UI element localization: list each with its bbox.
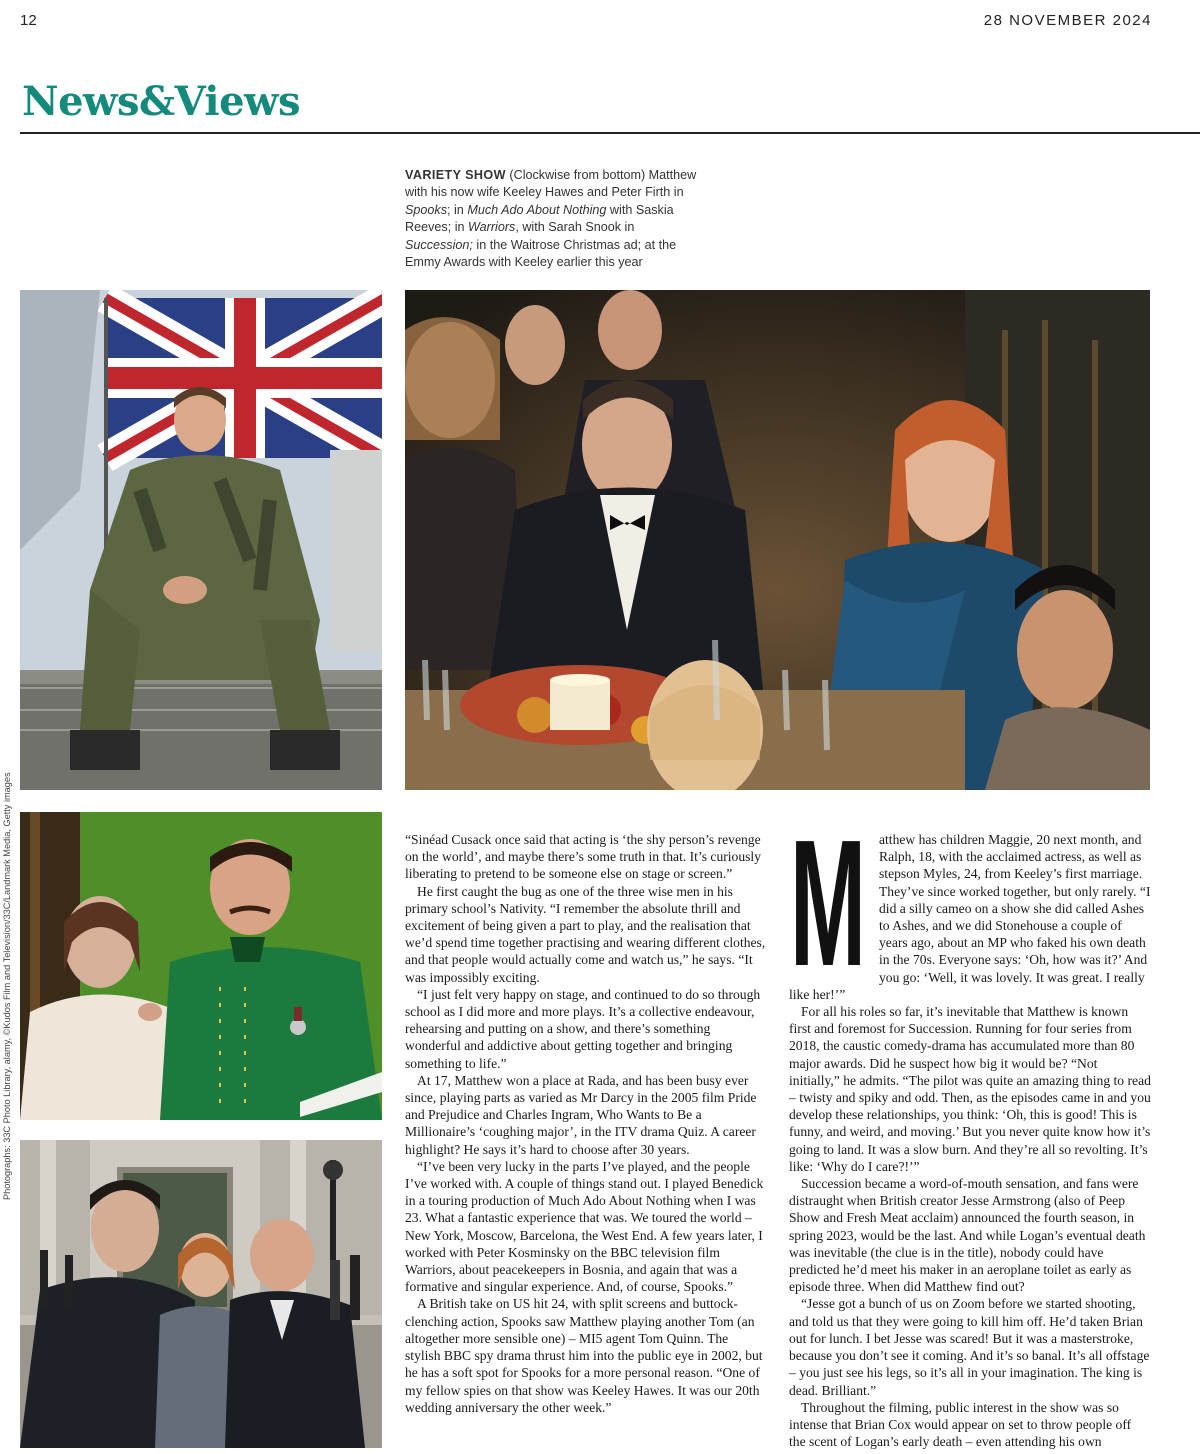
page-number: 12: [20, 12, 37, 29]
caption-title: Spooks: [405, 202, 448, 217]
much-ado-photo: [20, 812, 382, 1120]
caption-text: with Saskia Reeves; in: [405, 202, 674, 235]
paragraph: “Sinéad Cusack once said that acting is ‘the shy person’s revenge on the world’, and maybe there’s some truth in that. It’s curiously liberating to pretend to be someone else on stage or screen.”: [405, 832, 762, 882]
caption-title: Succession;: [405, 237, 473, 252]
paragraph: “I’ve been very lucky in the parts I’ve played, and the people I’ve worked with. A couple of things stand out. I played Benedick in a touring production of Much Ado About Nothing when I was 23. What a fantastic experience that was. We toured the world – New York, Moscow, Barcelona, the West End. A few years later, I worked with Peter Kosminsky on the BBC television film Warriors, about peacekeepers in Bosnia, and again that was a formative and singular experience. And, of course, Spooks.”: [405, 1158, 764, 1295]
paragraph: “Jesse got a bunch of us on Zoom before we started shooting, and told us that they were going to kill him off. He’d taken Brian out for lunch. I bet Jesse was scared! But it was a masterstroke, because you don’t see it coming. And it’s so banal. It’s all offstage – you just see his legs, so it’s all in your imagination. The king is dead. Brilliant.”: [789, 1296, 1150, 1398]
warriors-photo: [20, 290, 382, 790]
photo-credit: Photographs: 33C Photo Library, alamy, ©Kudos Film and Television/33C/Landmark Media, Getty images: [2, 772, 12, 1200]
paragraph: He first caught the bug as one of the three wise men in his primary school’s Nativity. “I remember the absolute thrill and excitement of being given a part to play, and the realisation that we’d spend time together practising and wearing different clothes, and that people would actually come and watch us,” he says. “It was impossibly exciting.: [405, 883, 766, 985]
caption-text: , with Sarah Snook in: [515, 220, 635, 235]
paragraph: For all his roles so far, it’s inevitable that Matthew is known first and foremost for Succession. Running for four series from 2018, the caustic comedy-drama has accumulated more than 80 major awards. Did he suspect how big it would be? “Not initially,” he admits. “The pilot was quite an amazing thing to read – twisty and spiky and odd. Then, as the episodes came in and you develop these relationships, you think: ‘Oh, this is good! This is funny, and weird, and moving.’ But you never quite know how it’s going to land. It was a slow burn. And they’re all so revolting. It’s like: ‘Why do I care?!’”: [789, 1004, 1151, 1174]
paragraph: “I just felt very happy on stage, and continued to do so through school as I did more and more plays. It’s a collective endeavour, rehearsing and putting on a show, and there’s something wonderful and addictive about getting together and bringing something to life.”: [405, 986, 761, 1071]
paragraph: A British take on US hit 24, with split screens and buttock-clenching action, Spooks saw Matthew playing another Tom (an altogether more sensible one) – MI5 agent Tom Quinn. The stylish BBC spy drama thrust him into the public eye in 2002, but he has a soft spot for Spooks for a more personal reason. “One of my fellow spies on that show was Keeley Hawes. It was our 20th wedding anniversary the other week.”: [405, 1296, 763, 1415]
issue-date: 28 NOVEMBER 2024: [983, 12, 1152, 29]
caption-text: ; in: [447, 202, 468, 217]
caption-title: Much Ado About Nothing: [467, 202, 607, 217]
drop-cap: [789, 833, 867, 983]
paragraph: Succession became a word-of-mouth sensation, and fans were distraught when British creator Jesse Armstrong (also of Peep Show and Fresh Meat acclaim) announced the fourth season, in spring 2023, would be the last. And while Logan’s eventual death was inevitable (the clue is in the title), nobody could have predicted he’d meet his maker in an aeroplane toilet as early as episode three. When did Matthew find out?: [789, 1176, 1146, 1295]
caption-title: Warriors: [468, 220, 516, 235]
section-title: News&Views: [22, 78, 301, 125]
paragraph: Throughout the filming, public interest in the show was so intense that Brian Cox would appear on set to throw people off the scent of Logan’s early death – even attending his own: [789, 1399, 1132, 1450]
succession-photo: [405, 290, 1150, 790]
article-column-2: [789, 831, 1151, 1450]
caption-text: in the Waitrose Christmas ad; at the Emmy Awards with Keeley earlier this year: [405, 237, 677, 270]
article-column-1: [405, 831, 767, 1416]
spooks-photo: [20, 1140, 382, 1448]
paragraph: atthew has children Maggie, 20 next month, and Ralph, 18, with the acclaimed actress, as well as stepson Myles, 24, from Keeley’s first marriage. They’ve since worked together, but only rarely. “I did a silly cameo on a show she did called Ashes to Ashes, and we did Stonehouse a couple of years ago, about an MP who faked his own death in the 70s. Everyone says: ‘Oh, how was it?’ And you go: ‘Well, it was lovely. It was great. I really like her!’”: [789, 832, 1151, 1002]
drop-cap-letter: M: [790, 833, 866, 983]
photo-caption: [405, 167, 705, 271]
caption-text: (Clockwise from bottom) Matthew with his now wife Keeley Hawes and Peter Firth in: [405, 168, 697, 200]
caption-lead: VARIETY SHOW: [405, 168, 506, 182]
paragraph: At 17, Matthew won a place at Rada, and has been busy ever since, playing parts as varied as Mr Darcy in the 2005 film Pride and Prejudice and Charles Ingram, Who Wants to Be a Millionaire’s ‘coughing major’, in the ITV drama Quiz. A career highlight? He says it’s hard to choose after 30 years.: [405, 1072, 757, 1157]
header-rule: [20, 132, 1200, 134]
